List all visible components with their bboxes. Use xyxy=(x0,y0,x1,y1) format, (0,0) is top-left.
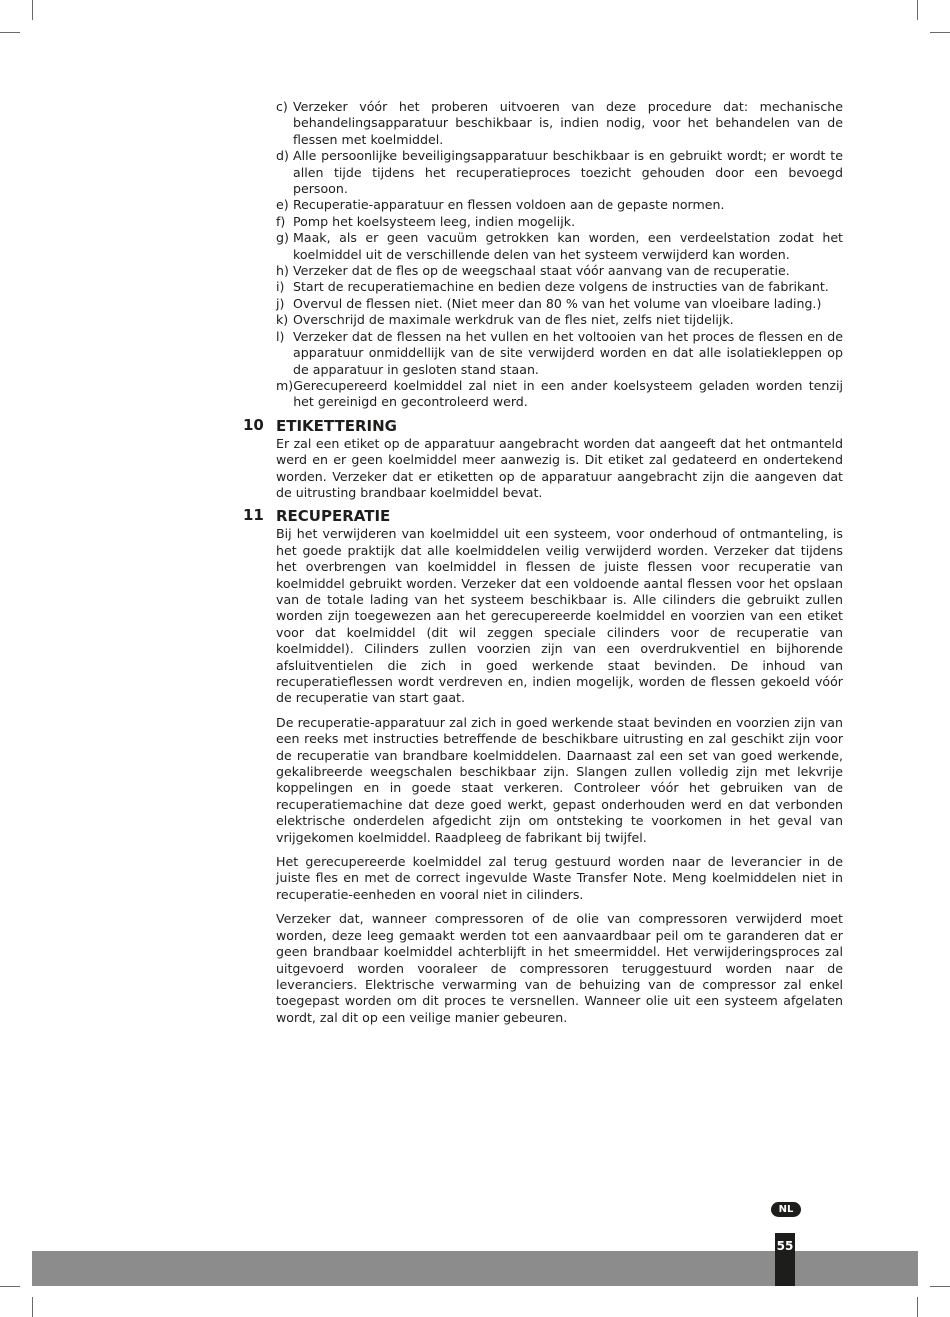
section-title: ETIKETTERING xyxy=(276,416,397,435)
list-item: f) Pomp het koelsysteem leeg, indien mogelijk. xyxy=(276,213,576,229)
list-item: d) Alle persoonlijke beveiligingsapparatuur beschikbaar is en gebruikt wordt; er wordt te allen tijde tijdens het recuperatieproces toezicht gehouden door een bevoegd persoon. xyxy=(276,148,843,197)
paragraph: De recuperatie-apparatuur zal zich in goed werkende staat bevinden en voorzien zijn van een reeks met instructies betreffende de beschikbare uitrusting en zal geschikt zijn voor de recuperatie van brandbare koelmiddelen. Daarnaast zal een set van goed werkende, gekalibreerde weegschalen beschikbaar zijn. Slangen zullen volledig zijn met lekvrije koppelingen en in goede staat verkeren. Controleer vóór het gebruiken van de recuperatiemachine dat deze goed werkt, gepast onderhouden werd en dat verbonden elektrische onderdelen afgedicht zijn om ontsteking te voorkomen in het geval van vrijgekomen koelmiddel. Raadpleeg de fabrikant bij twijfel. xyxy=(276,714,843,845)
section-heading xyxy=(243,415,843,436)
section-number: 10 xyxy=(243,415,264,434)
crop-mark xyxy=(0,32,20,33)
list-item: g) Maak, als er geen vacuüm getrokken kan worden, een verdeelstation zodat het koelmiddel uit de verschillende delen van het systeem verwijderd kan worden. xyxy=(276,230,843,262)
list-item: i) Start de recuperatiemachine en bedien deze volgens de instructies van de fabrikant. xyxy=(276,279,829,295)
list-item: e) Recuperatie-apparatuur en flessen voldoen aan de gepaste normen. xyxy=(276,197,725,213)
list-item: k) Overschrijd de maximale werkdruk van de fles niet, zelfs niet tijdelijk. xyxy=(276,312,734,328)
paragraph: Bij het verwijderen van koelmiddel uit een systeem, voor onderhoud of ontmanteling, is het goede praktijk dat alle koelmiddelen veilig verwijderd worden. Verzeker dat tijdens het overbrengen van koelmiddel in flessen de juiste flessen voor recuperatie van koelmiddel gebruikt worden. Verzeker dat een voldoende aantal flessen voor het opslaan van de totale lading van het systeem beschikbaar is. Alle cilinders die gebruikt zullen worden zijn toegewezen aan het gerecupereerde koelmiddel en voorzien van een etiket voor dat koelmiddel (dit wil zeggen speciale cilinders voor de recuperatie van koelmiddel). Cilinders zullen voorzien zijn van een overdrukventiel en bijhorende afsluitventielen die zich in goed werkende staat bevinden. De inhoud van recuperatieflessen wordt verdreven en, indien mogelijk, worden de flessen gekoeld vóór de recuperatie van start gaat. xyxy=(276,526,843,706)
list-item: j) Overvul de flessen niet. (Niet meer dan 80 % van het volume van vloeibare lading.) xyxy=(276,295,822,311)
section-heading xyxy=(243,506,843,526)
crop-mark xyxy=(0,1286,20,1287)
section-number: 11 xyxy=(243,506,264,525)
crop-mark xyxy=(32,1297,33,1317)
paragraph: Er zal een etiket op de apparatuur aangebracht worden dat aangeeft dat het ontmanteld werd en er geen koelmiddel meer aanwezig is. Dit etiket zal gedateerd en ondertekend worden. Verzeker dat er etiketten op de apparatuur aangebracht zijn die aangeven dat de uitrusting brandbaar koelmiddel bevat. xyxy=(276,435,843,500)
page-number: 55 xyxy=(775,1233,795,1286)
list-item: c) Verzeker vóór het proberen uitvoeren van deze procedure dat: mechanische behandelingsapparatuur beschikbaar is, indien nodig, voor het behandelen van de flessen met koelmiddel. xyxy=(276,99,843,147)
crop-mark xyxy=(32,0,33,20)
list-item: h) Verzeker dat de fles op de weegschaal staat vóór aanvang van de recuperatie. xyxy=(276,263,790,279)
section-title: RECUPERATIE xyxy=(276,507,391,526)
page-content xyxy=(243,99,843,1026)
crop-mark xyxy=(917,1297,918,1317)
procedure-list xyxy=(276,99,843,411)
paragraph: Verzeker dat, wanneer compressoren of de olie van compressoren verwijderd moet worden, deze leeg gemaakt werden tot een aanvaardbaar peil om te garanderen dat er geen brandbaar koelmiddel achterblijft in het smeermiddel. Het verwijderingsproces zal uitgevoerd worden vooraleer de compressoren teruggestuurd worden naar de leveranciers. Elektrische verwarming van de behuizing van de compressor zal enkel toegepast worden om dit proces te versnellen. Wanneer olie uit een systeem afgelaten wordt, zal dit op een veilige manier gebeuren. xyxy=(276,911,843,1025)
list-item: l) Verzeker dat de flessen na het vullen en het voltooien van het proces de flessen en de apparatuur onmiddellijk van de site verwijderd worden en dat alle isolatiekleppen op de apparatuur in gesloten stand staan. xyxy=(276,328,843,377)
crop-mark xyxy=(917,0,918,20)
crop-mark xyxy=(930,32,950,33)
list-item: m) Gerecupereerd koelmiddel zal niet in een ander koelsysteem geladen worden tenzij het gereinigd en gecontroleerd werd. xyxy=(276,377,843,410)
crop-mark xyxy=(930,1286,950,1287)
paragraph: Het gerecupereerde koelmiddel zal terug gestuurd worden naar de leverancier in de juiste fles en met de correct ingevulde Waste Transfer Note. Meng koelmiddelen niet in recuperatie-eenheden en vooral niet in cilinders. xyxy=(276,854,843,902)
language-badge: NL xyxy=(771,1202,801,1217)
